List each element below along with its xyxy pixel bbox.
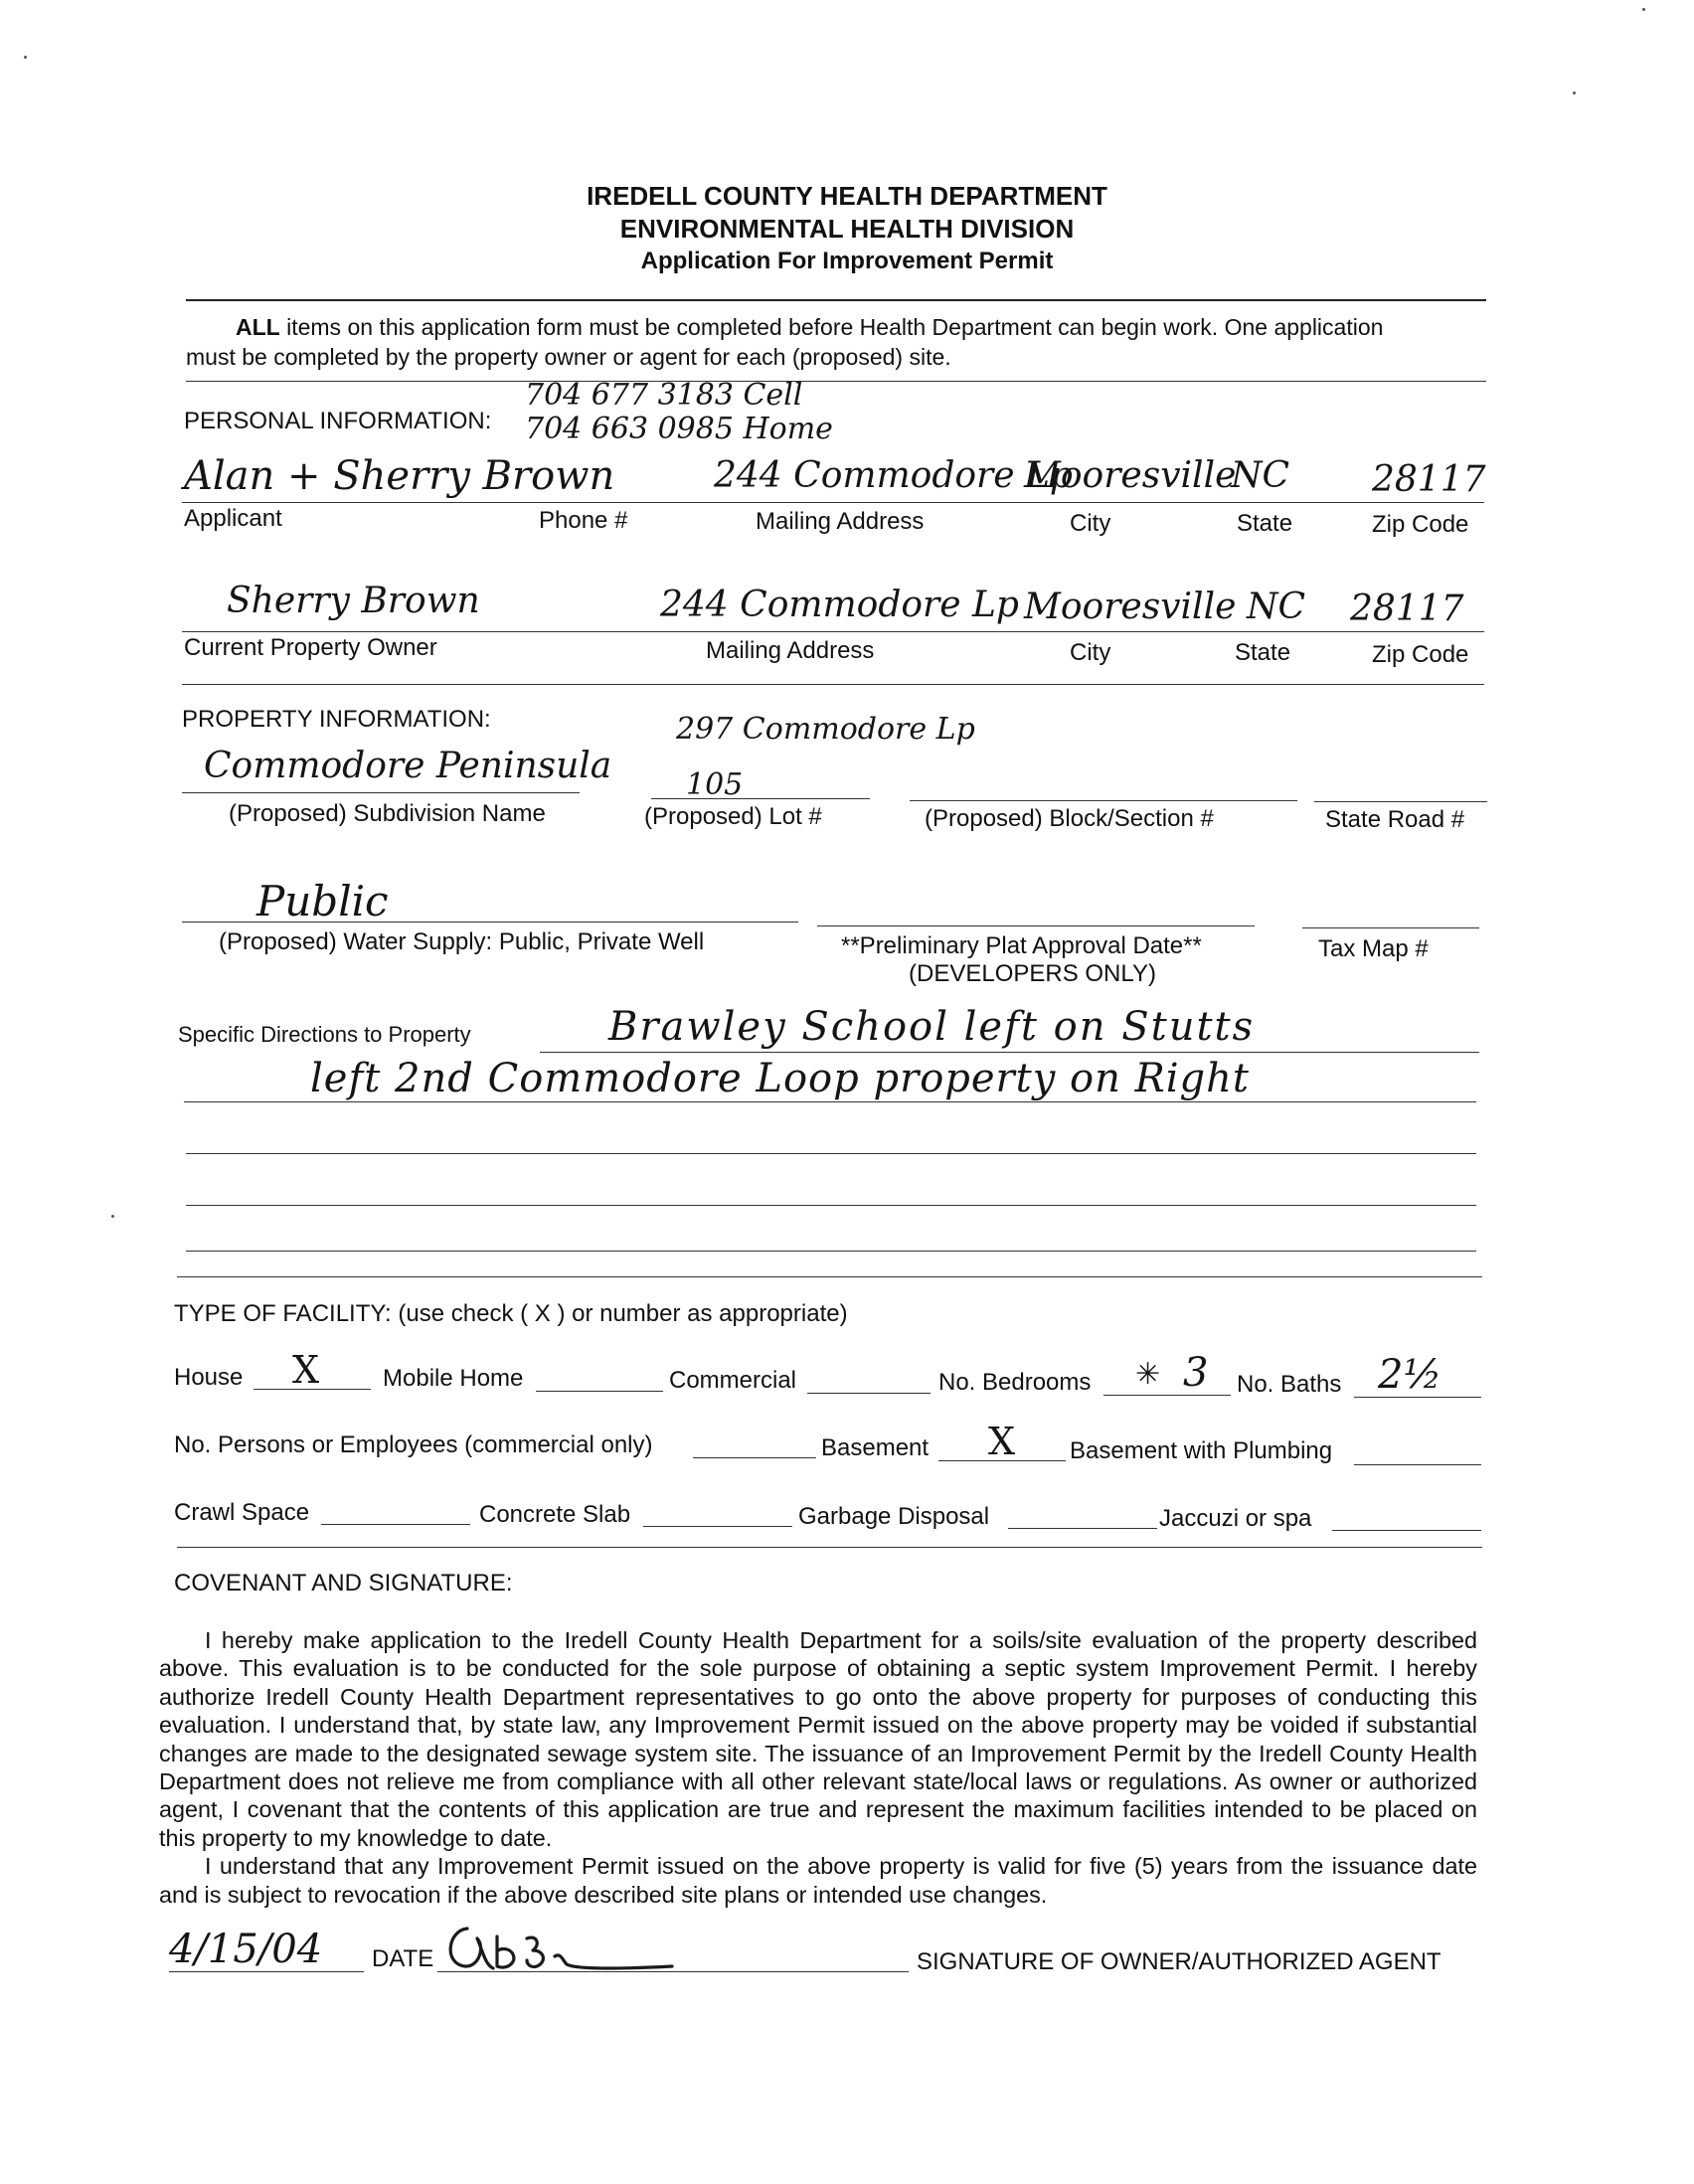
state-label: State: [1237, 510, 1293, 537]
bedrooms-label: No. Bedrooms: [938, 1369, 1092, 1396]
personal-info-heading: PERSONAL INFORMATION:: [184, 408, 492, 434]
owner-zip: 28117: [1350, 588, 1464, 629]
applicant-city: Mooresville: [1024, 455, 1237, 496]
form-title-line3: Application For Improvement Permit: [640, 248, 1054, 274]
jacuzzi-label: Jaccuzi or spa: [1159, 1505, 1312, 1532]
basement-plumbing-blank: [1354, 1464, 1481, 1465]
divider: [177, 1276, 1482, 1277]
scan-speck: [111, 1215, 114, 1218]
applicant-underline: [182, 502, 1484, 503]
intro-bold: ALL: [236, 314, 280, 340]
persons-label: No. Persons or Employees (commercial only): [174, 1431, 653, 1458]
bedrooms-value: 3: [1183, 1350, 1209, 1396]
scan-speck: [1642, 8, 1645, 11]
owner-city: Mooresville: [1024, 587, 1237, 627]
applicant-state: NC: [1231, 455, 1290, 496]
divider: [182, 684, 1484, 685]
directions-rule: [184, 1101, 1476, 1102]
divider: [186, 381, 1486, 382]
date-blank: [169, 1971, 364, 1972]
concrete-slab-label: Concrete Slab: [479, 1501, 631, 1528]
baths-value: 2½: [1378, 1352, 1442, 1398]
covenant-paragraph-2: I understand that any Improvement Permit issued on the above property is valid for five (5) years from the issuance date and is subject to revocation if the above described site plans or intended use changes.: [159, 1853, 1477, 1908]
baths-label: No. Baths: [1237, 1371, 1342, 1398]
water-label: (Proposed) Water Supply: Public, Private Well: [219, 928, 705, 955]
basement-mark: X: [988, 1420, 1016, 1463]
subdivision-name: Commodore Peninsula: [204, 746, 612, 786]
plat-label-developers: (DEVELOPERS ONLY): [909, 960, 1156, 987]
persons-blank: [693, 1457, 816, 1458]
phone-cell: 704 677 3183 Cell: [525, 378, 803, 413]
lot-number: 105: [686, 767, 744, 802]
owner-zip-label: Zip Code: [1372, 641, 1469, 668]
applicant-address: 244 Commodore Lp: [714, 455, 1073, 496]
directions-rule: [186, 1205, 1476, 1206]
jacuzzi-blank: [1332, 1530, 1481, 1531]
city-label: City: [1070, 510, 1111, 537]
directions-line2: left 2nd Commodore Loop property on Right: [310, 1056, 1250, 1101]
slab-blank: [643, 1526, 792, 1527]
divider: [177, 1547, 1482, 1548]
phone-home: 704 663 0985 Home: [525, 412, 833, 446]
bedrooms-scribble: ✳: [1135, 1357, 1161, 1392]
applicant-name: Alan + Sherry Brown: [184, 453, 615, 499]
intro-text: items on this application form must be completed before Health Department can begin work. One application: [279, 314, 1384, 340]
owner-mailing-label: Mailing Address: [706, 637, 875, 664]
garbage-blank: [1008, 1528, 1157, 1529]
basement-plumbing-label: Basement with Plumbing: [1070, 1437, 1333, 1464]
property-street: 297 Commodore Lp: [676, 712, 975, 747]
divider: [186, 299, 1486, 301]
applicant-label: Applicant: [184, 505, 282, 532]
owner-state-label: State: [1235, 639, 1291, 666]
scan-speck: [1573, 91, 1576, 94]
water-supply-value: Public: [256, 877, 389, 925]
owner-underline: [182, 631, 1484, 632]
covenant-paragraph-1: I hereby make application to the Iredell County Health Department for a soils/site evaluation of the property described above. This evaluation is to be conducted for the sole purpose of obtaining a septic system Improvement Permit. I hereby authorize Iredell County Health Department representatives to go onto the above property for purposes of conducting this evaluation. I understand that, by state law, any Improvement Permit issued on the above property may be voided if substantial changes are made to the designated sewage system site. The issuance of an Improvement Permit by the Iredell County Health Department does not relieve me from compliance with all other relevant state/local laws or regulations. As owner or authorized agent, I covenant that the contents of this application are true and represent the maximum facilities intended to be placed on this property to my knowledge to date.: [159, 1627, 1477, 1851]
mobile-blank: [536, 1391, 663, 1392]
plat-label: **Preliminary Plat Approval Date**: [841, 932, 1202, 959]
intro-line2: must be completed by the property owner or agent for each (proposed) site.: [186, 344, 951, 370]
directions-rule: [540, 1052, 1479, 1053]
zip-label: Zip Code: [1372, 511, 1469, 538]
house-label: House: [174, 1364, 244, 1391]
signature-label: SIGNATURE OF OWNER/AUTHORIZED AGENT: [917, 1948, 1441, 1975]
property-info-heading: PROPERTY INFORMATION:: [182, 706, 491, 733]
signature-blank: [437, 1971, 909, 1972]
commercial-blank: [807, 1393, 931, 1394]
property-underline: [910, 800, 1297, 801]
property-underline: [182, 792, 580, 793]
intro-line1: [236, 314, 1383, 341]
water-underline: [182, 922, 798, 923]
taxmap-underline: [1302, 927, 1479, 928]
directions-rule: [186, 1153, 1476, 1154]
owner-name: Sherry Brown: [227, 581, 480, 621]
commercial-label: Commercial: [669, 1367, 797, 1394]
owner-state: NC: [1247, 587, 1306, 627]
block-label: (Proposed) Block/Section #: [925, 805, 1214, 832]
lot-label: (Proposed) Lot #: [644, 803, 822, 830]
bedrooms-blank: [1103, 1395, 1231, 1396]
owner-label: Current Property Owner: [184, 634, 437, 661]
owner-city-label: City: [1070, 639, 1111, 666]
facility-heading: TYPE OF FACILITY: (use check ( X ) or number as appropriate): [174, 1300, 848, 1327]
phone-label: Phone #: [539, 507, 628, 534]
mobile-home-label: Mobile Home: [383, 1365, 524, 1392]
state-road-label: State Road #: [1325, 806, 1465, 833]
taxmap-label: Tax Map #: [1318, 935, 1429, 962]
property-underline: [1314, 801, 1487, 802]
subdivision-label: (Proposed) Subdivision Name: [229, 800, 546, 827]
date-value: 4/15/04: [169, 1927, 323, 1972]
crawl-space-label: Crawl Space: [174, 1499, 310, 1526]
date-label: DATE: [372, 1945, 434, 1972]
property-underline: [651, 798, 870, 799]
directions-rule: [186, 1251, 1476, 1252]
owner-address: 244 Commodore Lp: [660, 585, 1019, 625]
plat-underline: [817, 925, 1255, 926]
crawl-blank: [321, 1524, 470, 1525]
house-mark: X: [292, 1348, 320, 1392]
scan-speck: [24, 56, 27, 59]
covenant-heading: COVENANT AND SIGNATURE:: [174, 1570, 513, 1596]
mailing-label: Mailing Address: [756, 508, 925, 535]
basement-label: Basement: [821, 1434, 930, 1461]
garbage-disposal-label: Garbage Disposal: [798, 1503, 990, 1530]
directions-label: Specific Directions to Property: [178, 1022, 471, 1047]
applicant-zip: 28117: [1372, 459, 1486, 500]
form-title-line1: IREDELL COUNTY HEALTH DEPARTMENT: [587, 181, 1107, 211]
directions-line1: Brawley School left on Stutts: [608, 1004, 1256, 1050]
form-title-line2: ENVIRONMENTAL HEALTH DIVISION: [619, 214, 1075, 244]
covenant-text: [159, 1626, 1477, 1909]
